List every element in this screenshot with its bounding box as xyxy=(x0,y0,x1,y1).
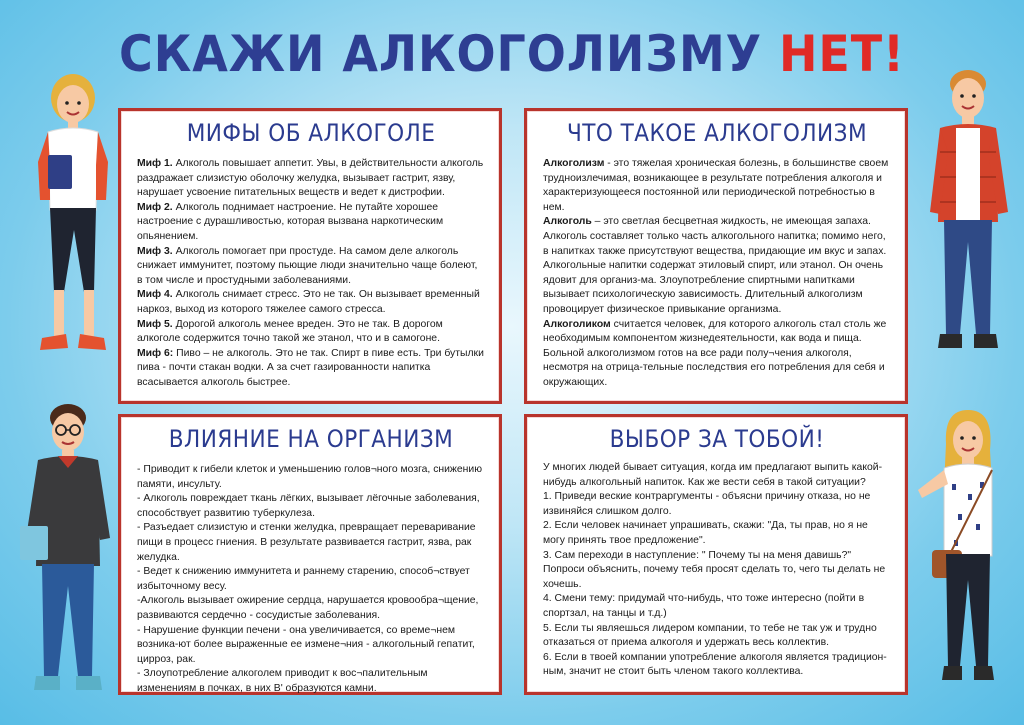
choice-item: 6. Если в твоей компании употребление алкоголя является традицион-ным, значит не стоит быть членом такого коллектива. xyxy=(543,651,887,678)
myth-text: Пиво – не алкоголь. Это не так. Спирт в пиве есть. Три бутылки пива - почти стакан водки. А за счет газированности напитка всасывается алкоголь быстрее. xyxy=(137,347,484,388)
myths-list xyxy=(137,157,485,391)
choice-item: У многих людей бывает ситуация, когда им предлагают выпить какой-нибудь алкогольный напиток. Как же вести себя в такой ситуации? xyxy=(543,462,883,488)
definition-item xyxy=(543,157,891,215)
myth-label: Миф 3. xyxy=(137,245,173,257)
definition-text: – это светлая бесцветная жидкость, не имеющая запаха. Алкоголь составляет только часть алкогольного напитка; помимо него, в напитках также присутствуют вещества, придающие им вкус и запах. Алкогольные напитки содержат этиловый спирт, или этанол. Он очень ядовит для организ-ма. Злоупотребление спиртными напитками вызывает психологическую зависимость. Длительный алкоголизм провоцирует физическое привыкание организма. xyxy=(543,216,887,315)
myth-item xyxy=(137,318,485,347)
myth-item xyxy=(137,245,485,289)
boy-with-glasses-illustration xyxy=(18,398,118,704)
myth-item xyxy=(137,347,485,391)
definition-item xyxy=(543,215,891,317)
choice-heading: ВЫБОР ЗА ТОБОЙ! xyxy=(609,425,825,453)
boy-in-plaid-illustration xyxy=(918,62,1018,378)
choice-item: 4. Смени тему: придумай что-нибудь, что тоже интересно (пойти в спортзал, на танцы и т.д.) xyxy=(543,593,865,619)
myth-item xyxy=(137,157,485,201)
title-main: СКАЖИ АЛКОГОЛИЗМУ xyxy=(119,25,779,83)
choice-panel xyxy=(524,414,908,695)
choice-list xyxy=(543,461,891,680)
what-is-heading: ЧТО ТАКОЕ АЛКОГОЛИЗМ xyxy=(566,119,868,147)
myth-item xyxy=(137,201,485,245)
effect-item: - Ведет к снижению иммунитета и раннему старению, способ¬ствует избыточному весу. xyxy=(137,566,470,592)
definition-item xyxy=(543,318,891,391)
definition-term: Алкоголиком xyxy=(543,318,611,330)
effect-item: - Приводит к гибели клеток и уменьшению голов¬ного мозга, снижению памяти, инсульту. xyxy=(137,464,482,490)
what-is-list xyxy=(543,157,891,391)
myths-heading: МИФЫ ОБ АЛКОГОЛЕ xyxy=(186,119,436,147)
choice-item: 1. Приведи веские контраргументы - объясни причину отказа, но не извиняйся слишком долго. xyxy=(543,491,871,517)
choice-item: 2. Если человек начинает упрашивать, скажи: "Да, ты прав, но я не могу принять твое предложение". xyxy=(543,520,868,546)
what-is-panel xyxy=(524,108,908,404)
myths-panel xyxy=(118,108,502,404)
definition-term: Алкоголизм xyxy=(543,158,605,169)
effect-item: -Алкоголь вызывает ожирение сердца, нарушается кровообра¬щение, развиваются сердечно - сосудистые заболевания. xyxy=(137,595,479,621)
girl-with-book-illustration xyxy=(28,70,118,370)
myth-text: Алкоголь повышает аппетит. Увы, в действительности алкоголь раздражает слизистую оболочку желудка, вызывает гастрит, язву, нарушает усвоение питательных веществ и ведет к дистрофии. xyxy=(137,158,484,199)
definition-text: - это тяжелая хроническая болезнь, в большинстве своем трудноизлечимая, возникающее в результате потребления алкоголя и характеризующееся постоянной или периодической потребностью в нем. xyxy=(543,158,889,213)
effect-item: - Нарушение функции печени - она увеличивается, со време¬нем возника-ют более выраженные ее измене¬ния - алкогольный гепатит, цирроз, рак. xyxy=(137,624,475,665)
girl-with-bag-illustration xyxy=(910,404,1020,704)
myth-text: Алкоголь помогает при простуде. На самом деле алкоголь снижает иммунитет, поэтому пьющие люди значительно чаще болеют, в том числе и простудными заболеваниями. xyxy=(137,245,478,286)
title-accent: НЕТ! xyxy=(778,25,905,83)
myth-label: Миф 5. xyxy=(137,318,173,330)
myth-label: Миф 1. xyxy=(137,158,173,169)
poster-title xyxy=(41,24,983,84)
myth-label: Миф 2. xyxy=(137,201,173,213)
definition-term: Алкоголь xyxy=(543,216,592,228)
effects-panel xyxy=(118,414,502,695)
effects-heading: ВЛИЯНИЕ НА ОРГАНИЗМ xyxy=(168,425,454,453)
choice-item: 3. Сам переходи в наступление: " Почему ты на меня давишь?" Попроси объяснить, почему тебя просят сделать то, чего ты делать не хочешь. xyxy=(543,549,886,590)
myth-label: Миф 4. xyxy=(137,289,173,301)
myth-text: Алкоголь снимает стресс. Это не так. Он вызывает временный наркоз, выход из которого тяжелее самого стресса. xyxy=(137,289,480,315)
effect-item: - Алкоголь повреждает ткань лёгких, вызывает лёгочные заболевания, способствует развитию туберкулеза. xyxy=(137,493,480,519)
definition-text: считается человек, для которого алкоголь стал столь же необходимым компонентом жизнедеятельности, как вода и пища. Больной алкоголизмом готов на все ради полу¬чения алкоголя, несмотря на отрица-тельные последствия его потребления для себя и окружающих. xyxy=(543,318,887,388)
effect-item: - Разъедает слизистую и стенки желудка, превращает переваривание пищи в процесс гниения. В результате развивается гастрит, язва, рак желудка. xyxy=(137,522,476,563)
myth-text: Дорогой алкоголь менее вреден. Это не так. В дорогом алкоголе содержится точно такой же этанол, что и в самогоне. xyxy=(137,318,443,345)
choice-item: 5. Если ты являешься лидером компании, то тебе не так уж и трудно отказаться от приема алкоголя и удержать весь коллектив. xyxy=(543,622,877,649)
effects-list xyxy=(137,463,485,697)
effect-item: - Злоупотребление алкоголем приводит к вос¬палительным изменениям в почках, в них В' образуются камни. xyxy=(137,668,428,694)
myth-item xyxy=(137,288,485,317)
myth-label: Миф 6: xyxy=(137,347,174,359)
myth-text: Алкоголь поднимает настроение. Не путайте хорошее настроение с дурашливостью, которая вызвана наркотическим опьянением. xyxy=(137,201,444,242)
